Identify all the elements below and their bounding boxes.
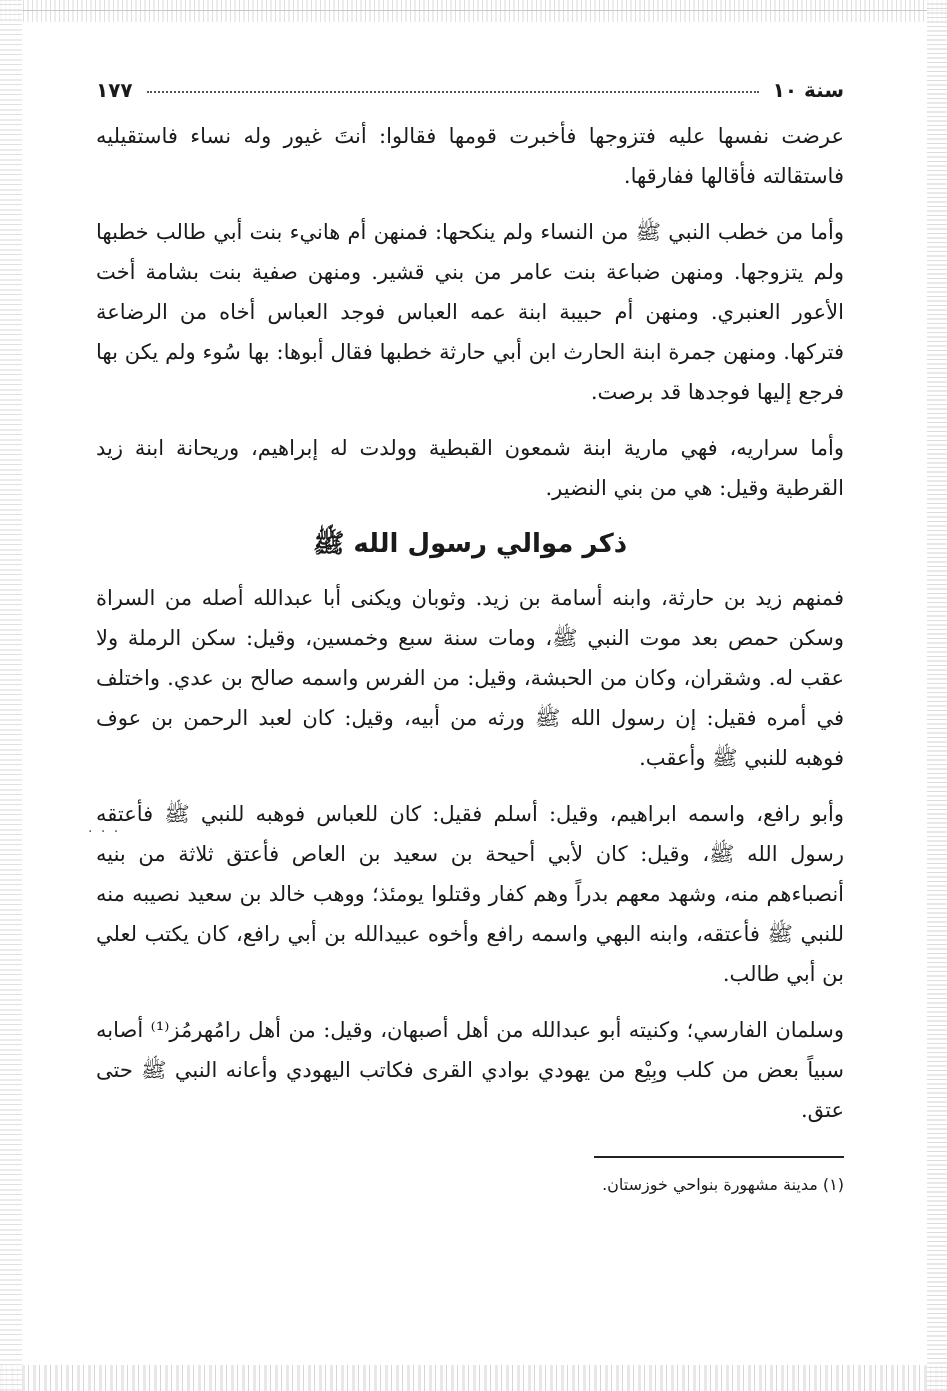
running-header [96, 78, 844, 114]
header-dotted-leader [147, 91, 759, 93]
scan-border-top [0, 0, 947, 22]
paragraph-5: وأبو رافع، واسمه ابراهيم، وقيل: أسلم فقيل: كان للعباس فوهبه للنبي ﷺ فأعتقه رسول الله ﷺ، وقيل: كان لأبي أحيحة بن سعيد بن العاص فأعتق ثلاثة من بنيه أنصباءهم منه، وشهد معهم بدراً وهم كفار وقتلوا يومئذ؛ ووهب خالد بن سعيد نصيبه منه للنبي ﷺ فأعتقه، وابنه البهي واسمه رافع وأخوه عبيدالله بن أبي رافع، كان يكتب لعلي بن أبي طالب. [96, 802, 844, 986]
paragraph-3: وأما سراريه، فهي مارية ابنة شمعون القبطية وولدت له إبراهيم، وريحانة ابنة زيد القرطية وقيل: هي من بني النضير. [96, 436, 844, 500]
scan-border-bottom [0, 1365, 947, 1391]
book-page [96, 78, 844, 1198]
chapter-label: سنة ١٠ [772, 78, 844, 102]
scan-border-right [927, 0, 947, 1391]
scan-border-left [0, 0, 22, 1391]
paragraph-6: وسلمان الفارسي؛ وكنيته أبو عبدالله من أهل أصبهان، وقيل: من أهل رامُهرمُز⁽¹⁾ أصابه سبياً بعض من كلب وبِيْع من يهودي بوادي القرى فكاتب اليهودي وأعانه النبي ﷺ حتى عتق. [96, 1018, 844, 1122]
paragraph-2: وأما من خطب النبي ﷺ من النساء ولم ينكحها: فمنهن أم هانيء بنت أبي طالب خطبها ولم يتزوجها. ومنهن ضباعة بنت عامر من بني قشير. ومنهن صفية بنت بشامة أخت الأعور العنبري. ومنهن أم حبيبة ابنة عمه العباس فوجد العباس أخاه من الرضاعة فتركها. ومنهن جمرة ابنة الحارث ابن أبي حارثة خطبها فقال أبوها: بها سُوء ولم يكن بها فرجع إليها فوجدها قد برصت. [96, 220, 844, 404]
page-number: ١٧٧ [96, 78, 133, 102]
footnote: (١) مدينة مشهورة بنواحي خوزستان. [602, 1175, 844, 1194]
paragraph-1: عرضت نفسها عليه فتزوجها فأخبرت قومها فقالوا: أنتَ غيور وله نساء فاستقيليه فاستقالته فأقالها ففارقها. [96, 124, 844, 188]
stray-dots-mark: . . . [88, 820, 121, 836]
section-heading: ذكر موالي رسول الله ﷺ [312, 529, 628, 559]
footnote-separator [594, 1156, 844, 1158]
paragraph-4: فمنهم زيد بن حارثة، وابنه أسامة بن زيد. وثوبان ويكنى أبا عبدالله أصله من السراة وسكن حمص بعد موت النبي ﷺ، ومات سنة سبع وخمسين، وقيل: سكن الرملة ولا عقب له. وشقران، وكان من الحبشة، وقيل: من الفرس واسمه صالح بن عدي. واختلف في أمره فقيل: إن رسول الله ﷺ ورثه من أبيه، وقيل: كان لعبد الرحمن بن عوف فوهبه للنبي ﷺ وأعقب. [96, 586, 844, 770]
